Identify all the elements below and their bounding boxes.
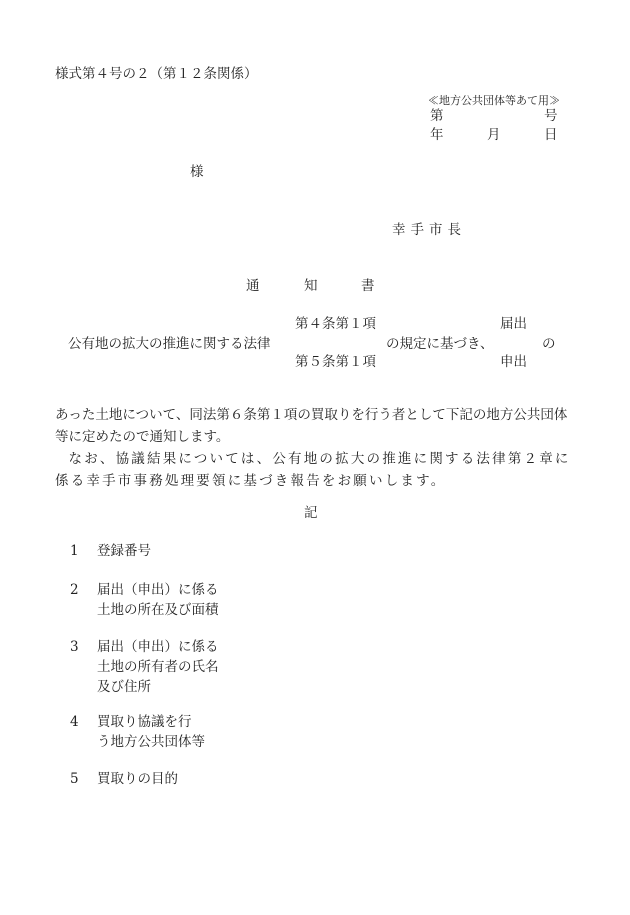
item-label-2 xyxy=(97,580,219,620)
form-number: 様式第４号の２（第１２条関係） xyxy=(55,66,258,82)
title-char-3: 書 xyxy=(361,278,375,294)
item-4-line-2: う地方公共団体等 xyxy=(97,734,205,750)
item-number-4: 4 xyxy=(70,714,79,730)
item-3-line-2: 土地の所有者の氏名 xyxy=(97,659,219,675)
item-2-line-1: 届出（申出）に係る xyxy=(97,582,219,598)
item-label-1 xyxy=(97,541,151,561)
record-heading: 記 xyxy=(304,505,318,521)
item-label-3 xyxy=(97,637,219,697)
basis-article-1: 第４条第１項 xyxy=(295,316,376,332)
basis-particle: の xyxy=(542,336,556,352)
basis-law-name: 公有地の拡大の推進に関する法律 xyxy=(68,336,271,352)
body-paragraph-1: あった土地について、同法第６条第１項の買取りを行う者として下記の地方公共団体等に定めたので通知します。 xyxy=(55,407,568,445)
basis-type-2: 申出 xyxy=(500,354,527,370)
date-day: 日 xyxy=(544,127,558,143)
basis-type-1: 届出 xyxy=(500,316,527,332)
date-month: 月 xyxy=(487,127,501,143)
notice-body xyxy=(55,404,575,492)
body-paragraph-2: なお、協議結果については、公有地の拡大の推進に関する法律第２章に係る幸手市事務処理要領に基づき報告をお願いします。 xyxy=(55,451,571,489)
item-3-line-3: 及び住所 xyxy=(97,679,151,695)
title-char-1: 通 xyxy=(246,278,260,294)
sender-title: 幸手市長 xyxy=(392,222,466,238)
item-label-5 xyxy=(97,769,178,789)
basis-based-on: の規定に基づき、 xyxy=(386,336,494,352)
date-year: 年 xyxy=(430,127,444,143)
item-number-1: 1 xyxy=(70,543,79,559)
addressee-suffix: 様 xyxy=(190,164,204,180)
item-number-3: 3 xyxy=(70,639,79,655)
item-1-line-1: 登録番号 xyxy=(97,543,151,559)
item-2-line-2: 土地の所在及び面積 xyxy=(97,602,219,618)
item-5-line-1: 買取りの目的 xyxy=(97,771,178,787)
basis-article-2: 第５条第１項 xyxy=(295,354,376,370)
number-prefix: 第 xyxy=(430,108,444,124)
recipient-note: ≪地方公共団体等あて用≫ xyxy=(428,94,560,107)
item-number-2: 2 xyxy=(70,582,79,598)
item-3-line-1: 届出（申出）に係る xyxy=(97,639,219,655)
item-number-5: 5 xyxy=(70,771,79,787)
title-char-2: 知 xyxy=(304,278,318,294)
item-label-4 xyxy=(97,712,205,752)
item-4-line-1: 買取り協議を行 xyxy=(97,714,192,730)
number-suffix: 号 xyxy=(544,108,558,124)
